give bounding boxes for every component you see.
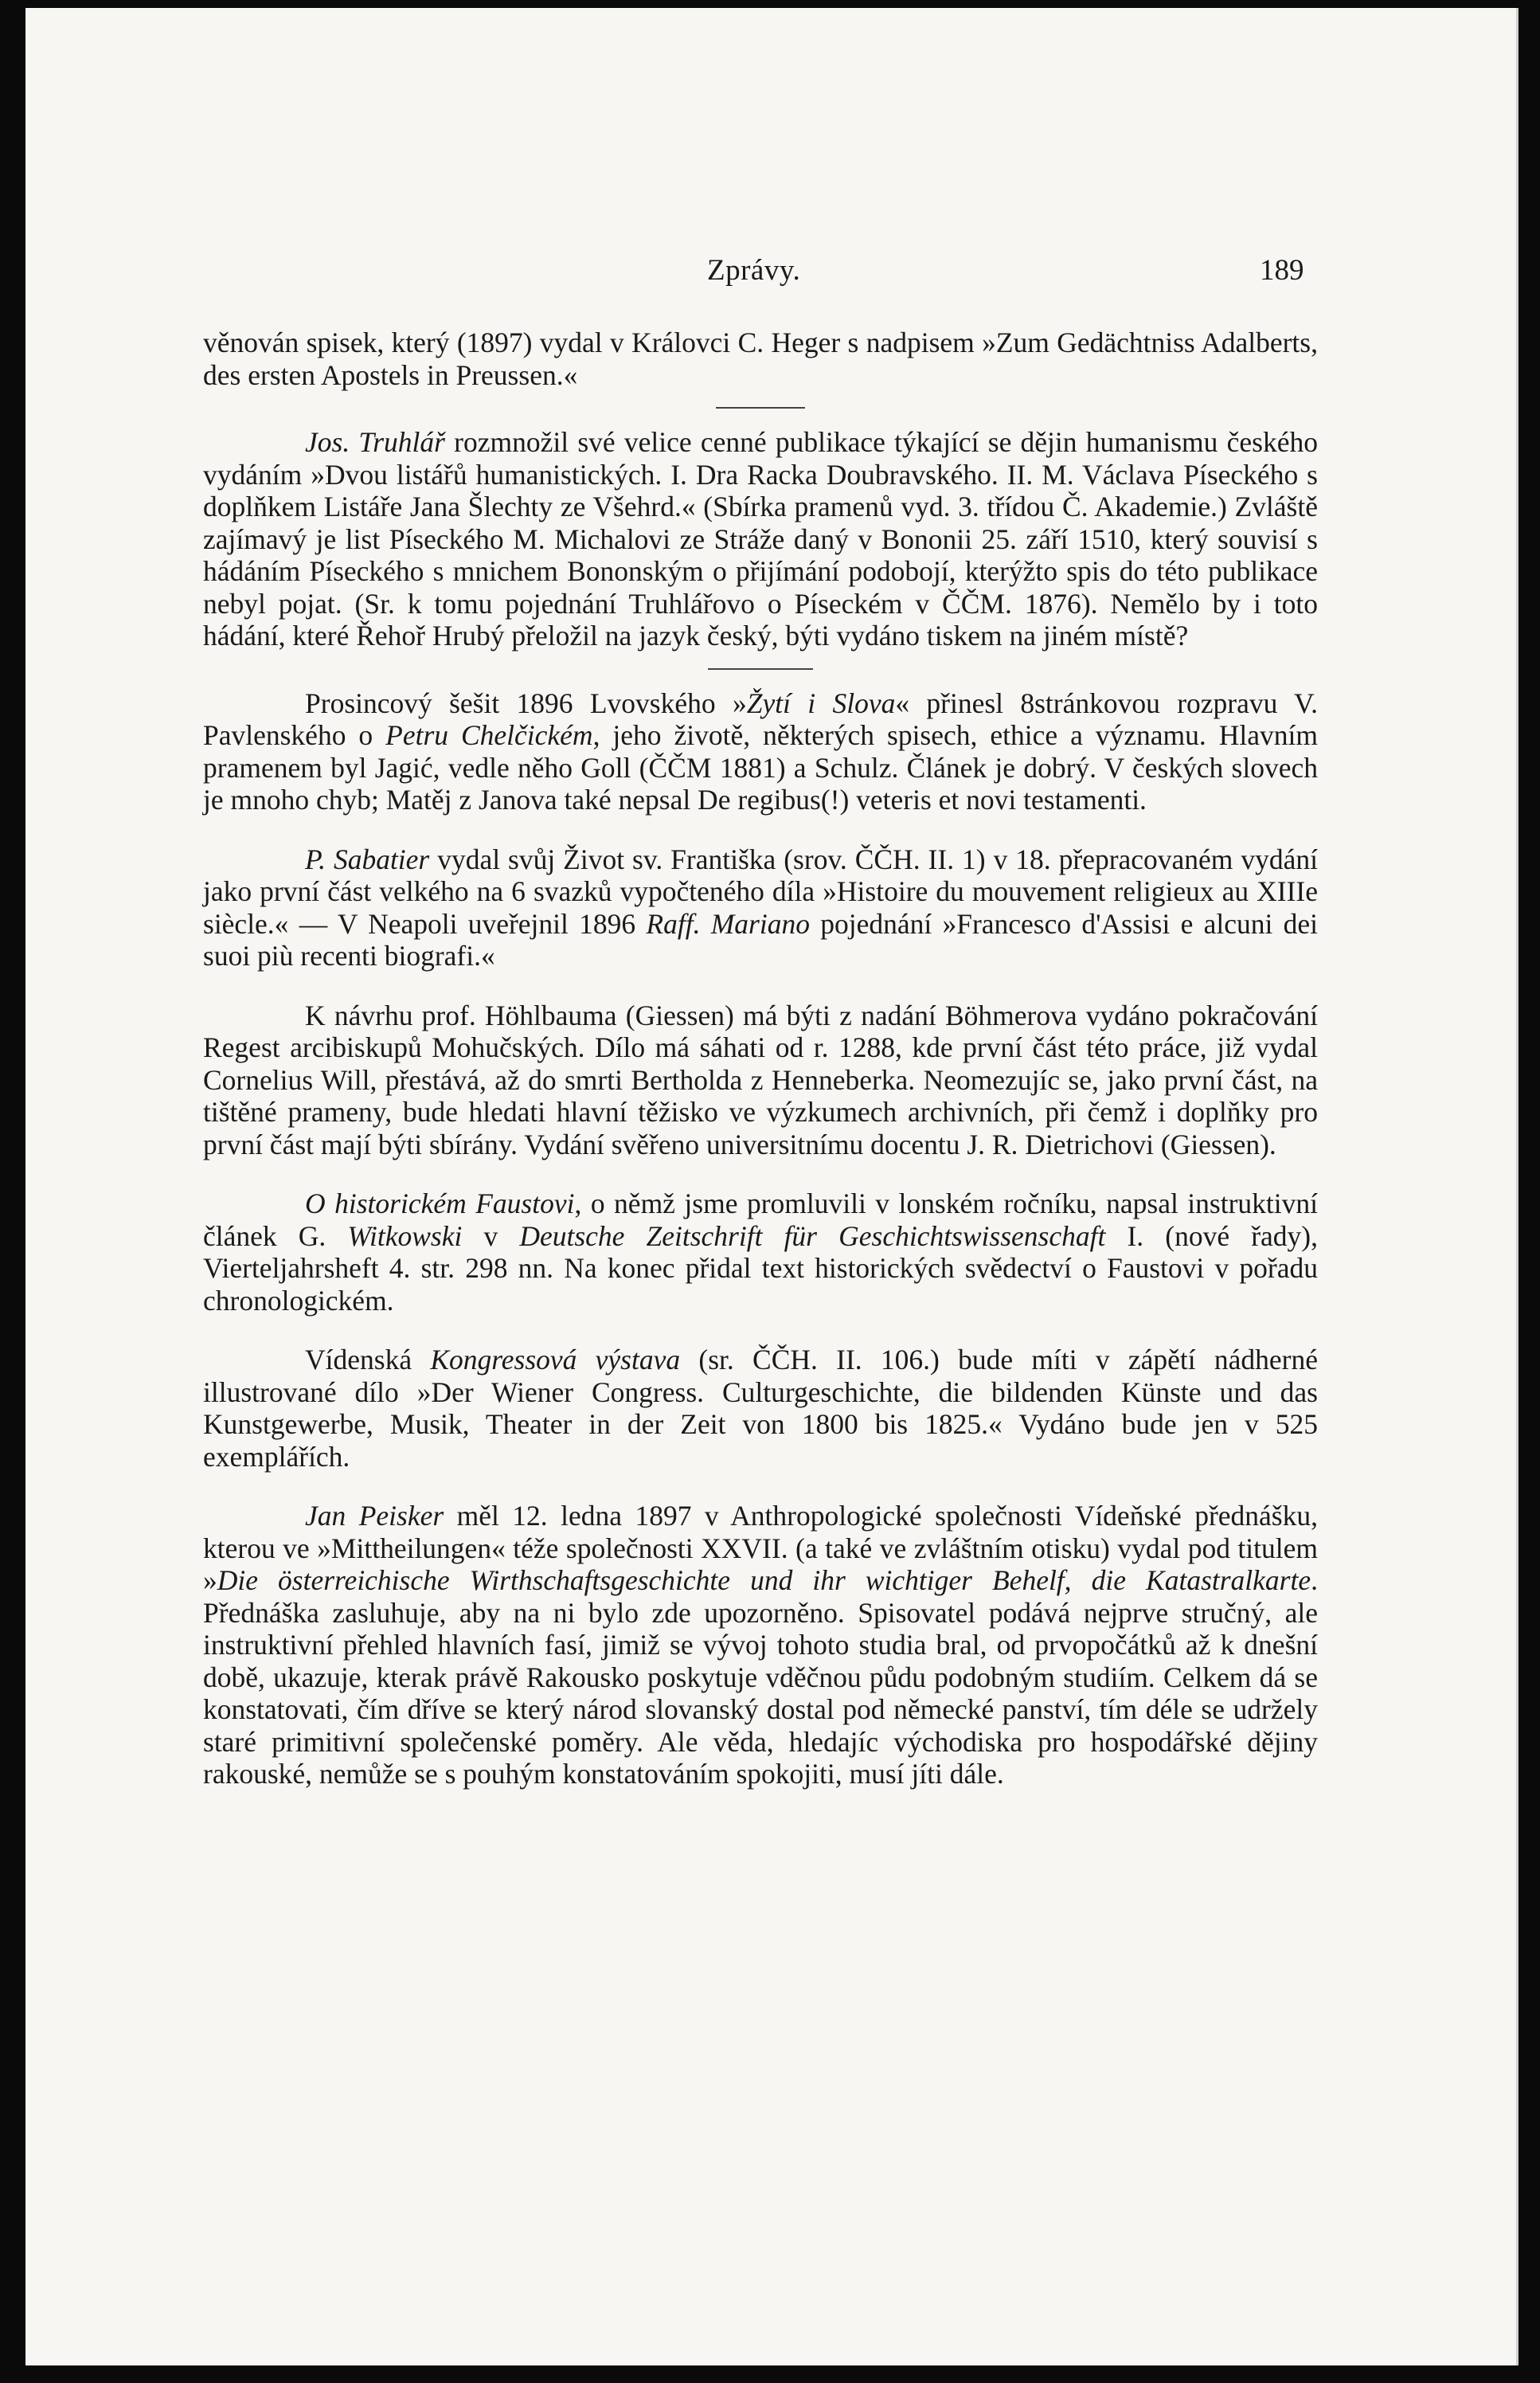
paragraph-4 <box>203 843 1318 972</box>
text-body <box>203 327 1318 1790</box>
paragraph-7-title: Kongressová výstava <box>430 1344 681 1375</box>
paragraph-8-title: Die österreichische Wirthschaftsgeschichte und ihr wichtiger Behelf, die Katastralkarte <box>217 1564 1311 1596</box>
paragraph-4-text: pojednání »Francesco d'Assisi e alcuni dei suoi più recenti biografi.« <box>203 907 1318 972</box>
paragraph-3 <box>203 687 1318 816</box>
paragraph-8-text: měl 12. ledna 1897 v Anthropologické společnosti Vídeňské přednášku, kterou ve »Mittheilungen« téže společnosti XXVII. (a také ve zvláštním otisku) vydal pod titulem » <box>203 1500 1318 1596</box>
paragraph-4-author-2: Raff. Mariano <box>646 907 810 940</box>
paragraph-7-text: (sr. ČČH. II. 106.) bude míti v zápětí nádherné illustrované dílo »Der Wiener Congress. Culturgeschichte, die bildenden Künste und das Kunstgewerbe, Musik, Theater in der Zeit von 1800 bis 1825.« Vydáno bude jen v 525 exemplářích. <box>203 1344 1318 1473</box>
paragraph-5: K návrhu prof. Höhlbauma (Giessen) má býti z nadání Böhmerova vydáno pokračování Regest arcibiskupů Mohučských. Dílo má sáhati od r. 1288, kde první část této práce, již vydal Cornelius Will, přestává, až do smrti Bertholda z Henneberka. Neomezujíc se, jako první část, na tištěné prameny, bude hledati hlavní těžisko ve výzkumech archivních, při čemž i doplňky pro první část mají býti sbírány. Vydání svěřeno universitnímu docentu J. R. Dietrichovi (Giessen). <box>203 999 1318 1160</box>
paragraph-8 <box>203 1500 1318 1790</box>
paragraph-8-author: Jan Peisker <box>305 1500 444 1532</box>
paragraph-6-text: I. (nové řady), Vierteljahrsheft 4. str. 298 nn. Na konec přidal text historických svědectví o Faustovi v pořadu chronologickém. <box>203 1219 1318 1317</box>
paragraph-2 <box>203 426 1318 652</box>
paragraph-3-text: Prosincový šešit 1896 Lvovského » <box>305 687 747 719</box>
paragraph-3-text: , jeho životě, některých spisech, ethice a významu. Hlavním pramenem byl Jagić, vedle něho Goll (ČČM 1881) a Schulz. Článek je dobrý. V českých slovech je mnoho chyb; Matěj z Janova také nepsal De regibus(!) veteris et novi testamenti. <box>203 719 1318 816</box>
paragraph-2-author: Jos. Truhlář <box>305 426 445 458</box>
paragraph-4-author: P. Sabatier <box>305 843 430 875</box>
paragraph-8-text: . Přednáška zasluhuje, aby na ni bylo zde upozorněno. Spisovatel podává nejprve stručný, ale instruktivní přehled hlavních fasí, jimiž se vývoj tohoto studia bral, od prvopočátků až k dnešní době, ukazuje, kterak právě Rakousko poskytuje vděčnou půdu podobným studiím. Celkem dá se konstatovati, čím dříve se který národ slovanský dostal pod německé panství, tím déle se udržely staré primitivní společenské poměry. Ale věda, hledajíc východiska pro hospodářské dějiny rakouské, nemůže se s pouhým konstatováním spokojiti, musí jíti dále. <box>203 1564 1318 1790</box>
paragraph-1: věnován spisek, který (1897) vydal v Královci C. Heger s nadpisem »Zum Gedächtniss Adalberts, des ersten Apostels in Preussen.« <box>203 327 1318 391</box>
paragraph-6-title: O historickém Faustovi <box>305 1188 575 1219</box>
paragraph-7 <box>203 1344 1318 1473</box>
paragraph-3-subject: Petru Chelčickém <box>385 719 593 751</box>
page-header <box>0 253 1540 301</box>
section-divider <box>708 668 813 670</box>
paragraph-4-text: vydal svůj Život sv. Františka (srov. ČČH. II. 1) v 18. přepracovaném vydání jako první část velkého na 6 svazků vypočteného díla »Histoire du mouvement religieux au XIIIe siècle.« — V Neapoli uveřejnil 1896 <box>203 843 1318 940</box>
paragraph-6-journal: Deutsche Zeitschrift für Geschichtswissenschaft <box>519 1219 1106 1252</box>
paragraph-3-journal: Žytí i Slova <box>746 687 896 719</box>
paragraph-6-text: v <box>462 1219 520 1252</box>
paragraph-7-text: Vídenská <box>305 1344 431 1375</box>
paragraph-6-author: Witkowski <box>347 1219 463 1252</box>
page-number: 189 <box>1260 254 1304 287</box>
paragraph-2-text: rozmnožil své velice cenné publikace týkající se dějin humanismu českého vydáním »Dvou listářů humanistických. I. Dra Racka Doubravského. II. M. Václava Píseckého s doplňkem Listáře Jana Šlechty ze Všehrd.« (Sbírka pramenů vyd. 3. třídou Č. Akademie.) Zvláště zajímavý je list Píseckého M. Michalovi ze Stráže daný v Bononii 25. září 1510, který souvisí s hádáním Píseckého s mnichem Bononským o přijímání podobojí, kterýžto spis do této publikace nebyl pojat. (Sr. k tomu pojednání Truhlářovo o Píseckém v ČČM. 1876). Nemělo by i toto hádání, které Řehoř Hrubý přeložil na jazyk český, býti vydáno tiskem na jiném místě? <box>203 426 1318 652</box>
paragraph-3-text: « přinesl 8stránkovou rozpravu V. Pavlenského o <box>203 687 1318 751</box>
paragraph-6 <box>203 1188 1318 1317</box>
running-title: Zprávy. <box>707 254 801 287</box>
paragraph-6-text: , o němž jsme promluvili v lonském ročníku, napsal instruktivní článek G. <box>203 1188 1318 1252</box>
section-divider <box>716 407 805 409</box>
